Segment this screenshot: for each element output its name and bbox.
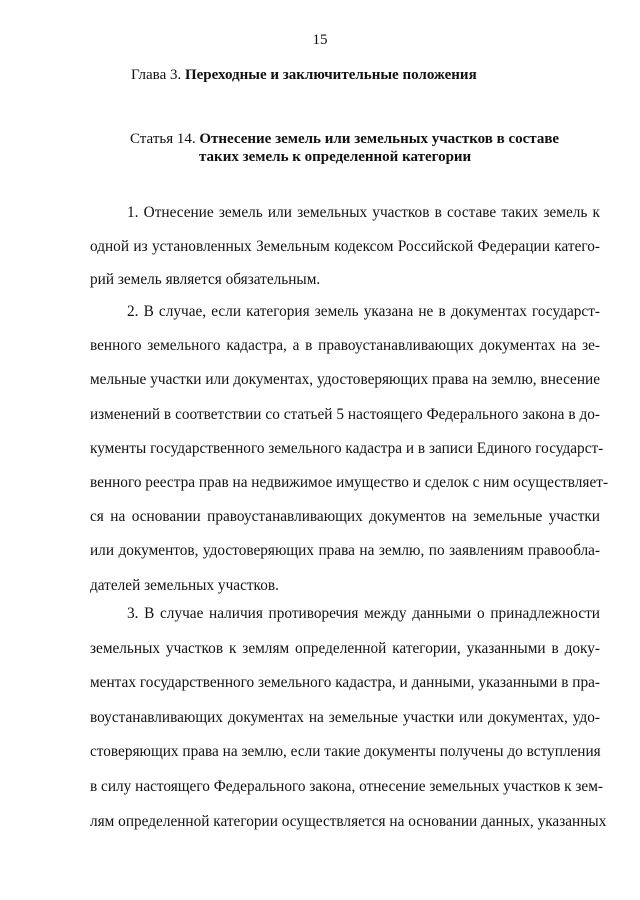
chapter-prefix: Глава 3. [131, 67, 185, 83]
paragraph-line: 1. Отнесение земель или земельных участков в составе таких земель к [127, 204, 600, 221]
article-heading [130, 130, 570, 166]
article-title-line1: Отнесение земель или земельных участков в составе [199, 131, 560, 147]
paragraph-line: изменений в соответствии со статьей 5 настоящего Федерального закона в до- [90, 405, 600, 423]
page-number: 15 [312, 32, 328, 48]
paragraph-line: мельные участки или документах, удостоверяющих права на землю, внесение [90, 371, 600, 389]
article-prefix: Статья 14. [130, 131, 200, 147]
paragraph-line: ментах государственного земельного кадастра, и данными, указанными в пра- [90, 674, 600, 692]
paragraph-line: земельных участков к землям определенной категории, указанными в доку- [90, 639, 600, 657]
paragraph-line: в силу настоящего Федерального закона, отнесение земельных участков к зем- [90, 777, 603, 795]
chapter-heading [131, 66, 477, 85]
chapter-title: Переходные и заключительные положения [184, 67, 477, 83]
paragraph-line: воустанавливающих документах на земельные участки или документах, удо- [90, 708, 600, 726]
paragraph-line: или документов, удостоверяющих права на землю, по заявлениям правообла- [90, 542, 600, 560]
paragraph-line: ся на основании правоустанавливающих документов на земельные участки [90, 508, 600, 526]
paragraph-line: 3. В случае наличия противоречия между данными о принадлежности [127, 605, 600, 622]
paragraph-line: кументы государственного земельного кадастра и в записи Единого государст- [90, 439, 604, 457]
paragraph-line: дателей земельных участков. [90, 576, 279, 594]
paragraph-line: венного земельного кадастра, а в правоустанавливающих документах на зе- [90, 337, 600, 355]
article-title-line2: таких земель к определенной категории [199, 149, 472, 165]
paragraph-line: 2. В случае, если категория земель указана не в документах государст- [127, 303, 600, 320]
paragraph-2 [90, 295, 609, 603]
paragraph-line: венного реестра прав на недвижимое имущество и сделок с ним осуществляет- [90, 474, 609, 492]
paragraph-3 [90, 597, 607, 839]
paragraph-line: одной из установленных Земельным кодексом Российской Федерации катего- [90, 237, 600, 255]
paragraph-line: лям определенной категории осуществляется на основании данных, указанных [90, 812, 607, 830]
paragraph-1 [90, 196, 600, 297]
paragraph-line: рий земель является обязательным. [90, 271, 321, 288]
paragraph-line: стоверяющих права на землю, если такие документы получены до вступления [90, 743, 601, 761]
